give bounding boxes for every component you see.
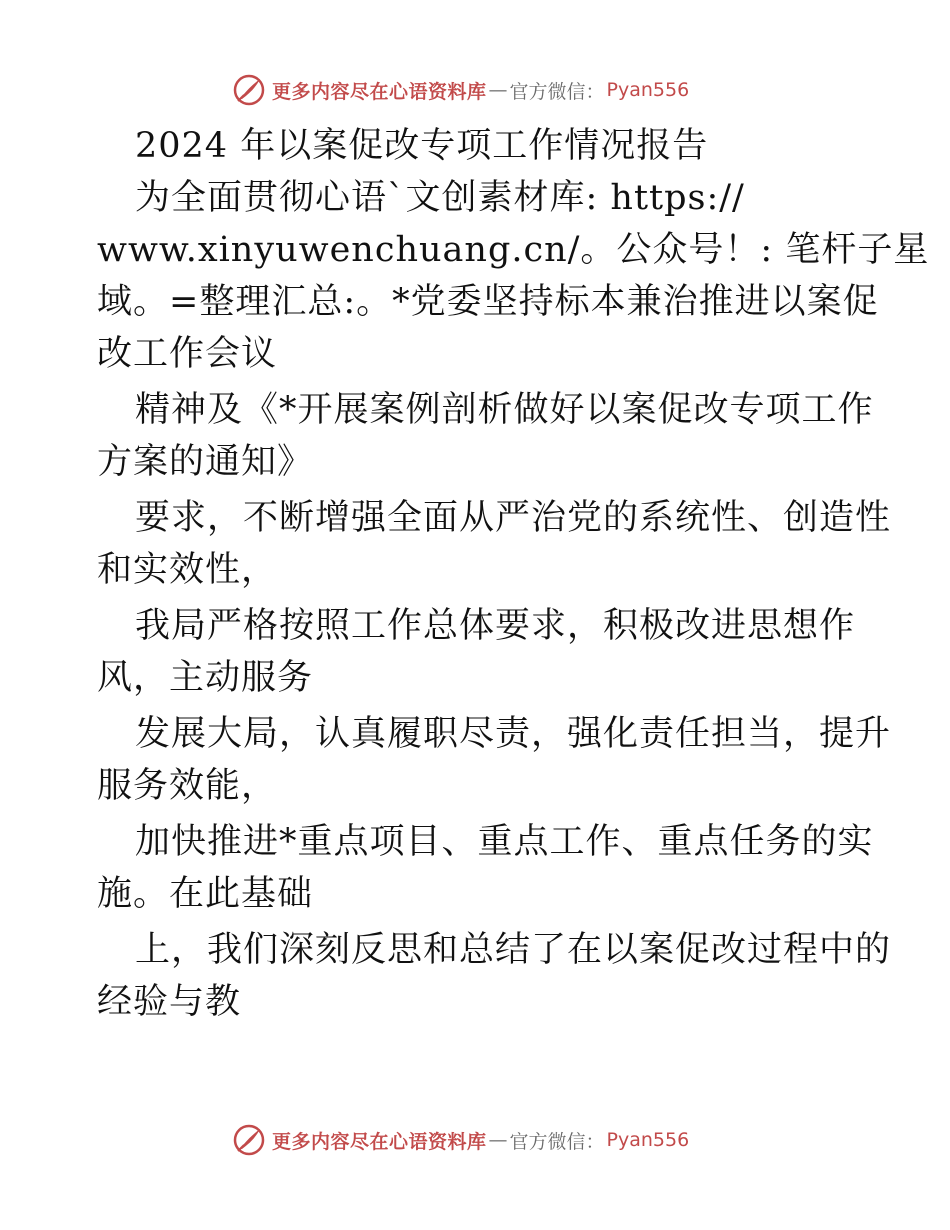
text-line: 施。在此基础	[97, 874, 314, 914]
document-title: 2024 年以案促改专项工作情况报告	[135, 126, 709, 166]
text-line: 加快推进*重点项目、重点工作、重点任务的实	[135, 822, 874, 862]
text-line: 域。=整理汇总:。*党委坚持标本兼治推进以案促	[97, 282, 879, 322]
watermark-wechat-id: Pyan556	[606, 79, 690, 101]
text-line: www.xinyuwenchuang.cn/。公众号！: 笔杆子星	[97, 230, 930, 270]
text-line: 要求，不断增强全面从严治党的系统性、创造性	[135, 498, 892, 538]
watermark-header	[232, 70, 752, 110]
watermark-wechat-label: 官方微信：	[509, 1130, 605, 1153]
watermark-dash: —	[488, 79, 508, 101]
text-line: 服务效能，	[97, 766, 278, 806]
watermark-wechat-id: Pyan556	[606, 1129, 690, 1151]
text-line: 风，主动服务	[97, 658, 314, 698]
text-line: 经验与教	[97, 982, 242, 1022]
watermark-dash: —	[488, 1129, 508, 1151]
quill-pen-logo-icon	[232, 1123, 266, 1157]
text-line: 我局严格按照工作总体要求，积极改进思想作	[135, 606, 856, 646]
text-line: 上，我们深刻反思和总结了在以案促改过程中的	[135, 930, 892, 970]
text-line: 方案的通知》	[97, 442, 314, 482]
text-line: 和实效性，	[97, 550, 278, 590]
text-line: 改工作会议	[97, 334, 278, 374]
text-line: 精神及《*开展案例剖析做好以案促改专项工作	[135, 390, 874, 430]
watermark-text: 更多内容尽在心语资料库	[272, 1130, 487, 1153]
text-line: 发展大局，认真履职尽责，强化责任担当，提升	[135, 714, 892, 754]
watermark-text: 更多内容尽在心语资料库	[272, 80, 487, 103]
watermark-wechat-label: 官方微信：	[509, 80, 605, 103]
quill-pen-logo-icon	[232, 73, 266, 107]
document-body	[97, 120, 930, 1028]
watermark-footer	[232, 1120, 752, 1160]
text-line: 为全面贯彻心语`文创素材库: https://	[135, 178, 745, 218]
